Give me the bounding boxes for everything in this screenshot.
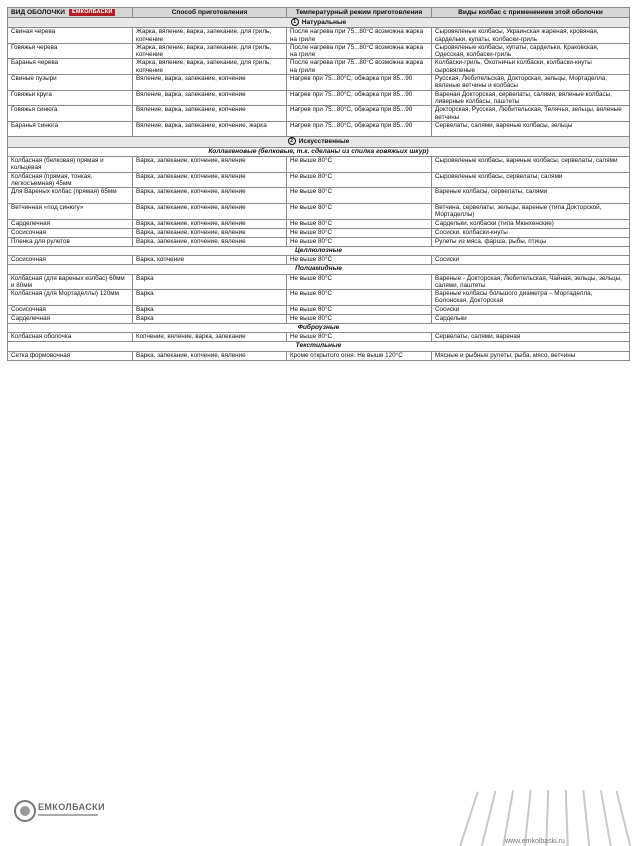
casing-name-cell: Говяжьи круга <box>8 90 133 106</box>
sausage-types-cell: Вареные - Докторская, Любительская, Чайная, зельцы, зельцы, салями, паштеты <box>432 274 630 290</box>
temperature-cell: Не выше 80°С <box>287 305 432 314</box>
header-row <box>8 8 630 18</box>
table-row <box>8 228 630 237</box>
casing-name-cell: Для Вареных колбас (прямая) 65мм <box>8 188 133 204</box>
method-cell: Жарка, вяление, варка, запекание, для гриль, копчение <box>133 43 287 59</box>
sausage-types-cell: Докторская, Русская, Любительская, Телячья, зельцы, вяленые ветчины <box>432 106 630 122</box>
temperature-cell: Не выше 80°С <box>287 256 432 265</box>
temperature-cell: Не выше 80°С <box>287 290 432 306</box>
sausage-types-cell: Сосиски <box>432 256 630 265</box>
method-cell: Варка, запекание, копчение, вяление <box>133 228 287 237</box>
sausage-types-cell: Вареные колбасы большого диаметра – Мортаделла, Болонская, Докторская <box>432 290 630 306</box>
method-cell: Варка <box>133 290 287 306</box>
brand-badge: ЕМКОЛБАСКИ <box>69 9 115 16</box>
section-natural-cell <box>8 18 630 28</box>
table-row <box>8 256 630 265</box>
sausage-types-cell: Сервелаты, салями, вареная <box>432 333 630 342</box>
header-casing-type <box>8 8 133 18</box>
subsection-title: Текстильные <box>8 342 630 352</box>
temperature-cell: Не выше 80°С <box>287 157 432 173</box>
table-row <box>8 59 630 75</box>
sausage-types-cell: Сардельки, колбаски (типа Мюнхенские) <box>432 219 630 228</box>
sausage-types-cell: Сыровяленые колбасы, Украинская жареная, кровяная, сардельки, купаты, колбаски-гриль <box>432 28 630 44</box>
header-casing-label: ВИД ОБОЛОЧКИ <box>11 9 66 16</box>
casing-name-cell: Сарделечная <box>8 219 133 228</box>
method-cell: Варка, запекание, копчение, вяление <box>133 188 287 204</box>
subsection-header <box>8 265 630 275</box>
subsection-header <box>8 246 630 256</box>
table-row <box>8 333 630 342</box>
temperature-cell: Не выше 80°С <box>287 274 432 290</box>
temperature-cell: После нагрева при 75...80°С возможна жарка на гриле <box>287 43 432 59</box>
sausage-types-cell: Ветчина, сервелаты, зельцы, вареные (типа Докторской, Мортаделлы) <box>432 203 630 219</box>
subsection-title: Коллагеновые (белковые, т.к. сделаны из спилка говяжьих шкур) <box>8 147 630 157</box>
table-row <box>8 172 630 188</box>
method-cell: Варка, запекание, копчение, вяление <box>133 203 287 219</box>
method-cell: Вяление, варка, запекание, копчение <box>133 90 287 106</box>
casing-name-cell: Баранья черева <box>8 59 133 75</box>
table-row <box>8 121 630 137</box>
table-row <box>8 351 630 360</box>
table-row <box>8 290 630 306</box>
subsection-header <box>8 323 630 333</box>
subsection-title: Фиброузные <box>8 323 630 333</box>
subsection-title: Целлюлозные <box>8 246 630 256</box>
table-row <box>8 237 630 246</box>
method-cell: Варка, запекание, копчение, вяление <box>133 351 287 360</box>
casing-name-cell: Говяжья синюга <box>8 106 133 122</box>
sausage-types-cell: Сыровяленые колбасы, купаты, сардельки, Краковская, Одесская, колбаски-гриль <box>432 43 630 59</box>
sausage-types-cell: Сыровяленые колбасы, сервелаты, салями <box>432 172 630 188</box>
casing-name-cell: Колбасная (для Мортаделлы) 120мм <box>8 290 133 306</box>
temperature-cell: Не выше 80°С <box>287 228 432 237</box>
section-number-2: 2 <box>288 137 296 145</box>
method-cell: Варка <box>133 305 287 314</box>
temperature-cell: Нагрев при 75...80°С, обжарка при 85...90 <box>287 90 432 106</box>
casing-name-cell: Сосисочная <box>8 228 133 237</box>
table-row <box>8 203 630 219</box>
temperature-cell: Не выше 80°С <box>287 333 432 342</box>
method-cell: Варка, запекание, копчение, вяление <box>133 172 287 188</box>
sausage-types-cell: Вареные колбасы, сервелаты, салями <box>432 188 630 204</box>
casing-name-cell: Сосисочная <box>8 305 133 314</box>
subsection-header <box>8 342 630 352</box>
temperature-cell: После нагрева при 75...80°С возможна жарка на гриле <box>287 28 432 44</box>
temperature-cell: Не выше 80°С <box>287 314 432 323</box>
section-artificial <box>8 137 630 147</box>
temperature-cell: Не выше 80°С <box>287 172 432 188</box>
logo-text: ЕМКОЛБАСКИ <box>38 802 105 812</box>
method-cell: Варка <box>133 314 287 323</box>
table-row <box>8 314 630 323</box>
sausage-types-cell: Сардельки <box>432 314 630 323</box>
casing-name-cell: Сарделечная <box>8 314 133 323</box>
method-cell: Вяление, варка, запекание, копчение <box>133 106 287 122</box>
temperature-cell: Не выше 80°С <box>287 188 432 204</box>
logo-mark-icon <box>14 800 36 822</box>
temperature-cell: Не выше 80°С <box>287 203 432 219</box>
temperature-cell: Нагрев при 75...80°С, обжарка при 85...90 <box>287 75 432 91</box>
table-row <box>8 188 630 204</box>
method-cell: Жарка, вяление, варка, запекание, для гриль, копчение <box>133 28 287 44</box>
temperature-cell: Не выше 80°С <box>287 237 432 246</box>
header-method: Способ приготовления <box>133 8 287 18</box>
sausage-types-cell: Мясные и рыбные рулеты, рыба, мясо, ветчины <box>432 351 630 360</box>
section-natural <box>8 18 630 28</box>
table-row <box>8 75 630 91</box>
subsection-title: Полиамидные <box>8 265 630 275</box>
method-cell: Вяление, варка, запекание, копчение <box>133 75 287 91</box>
sausage-types-cell: Колбаски-гриль, Охотничьи колбаски, колбаски-кнуты сыровяленые <box>432 59 630 75</box>
method-cell: Копчение, вяление, варка, запекание <box>133 333 287 342</box>
table-row <box>8 274 630 290</box>
sausage-types-cell: Вареная Докторская, сервелаты, салями, вяленые колбасы, ливерные колбасы, паштеты <box>432 90 630 106</box>
logo-underline <box>38 814 98 816</box>
casing-name-cell: Колбасная (белковая) прямая и кольцевая <box>8 157 133 173</box>
table-row <box>8 219 630 228</box>
section-number-1: 1 <box>291 18 299 26</box>
table-row <box>8 90 630 106</box>
subsection-header <box>8 147 630 157</box>
method-cell: Жарка, вяление, варка, запекание, для гриль, копчение <box>133 59 287 75</box>
sausage-types-cell: Рулеты из мяса, фарша, рыбы, птицы <box>432 237 630 246</box>
header-sausage-types: Виды колбас с применением этой оболочки <box>432 8 630 18</box>
sausage-types-cell: Сыровяленые колбасы, вареные колбасы, сервелаты, салями <box>432 157 630 173</box>
casing-name-cell: Ветчинная «под синюгу» <box>8 203 133 219</box>
table-row <box>8 305 630 314</box>
casing-name-cell: Говяжья черева <box>8 43 133 59</box>
casings-table <box>7 7 630 361</box>
section-natural-title: Натуральные <box>301 18 347 26</box>
footer <box>0 392 640 845</box>
table-row <box>8 157 630 173</box>
casing-name-cell: Сетка формовочная <box>8 351 133 360</box>
method-cell: Варка, запекание, копчение, вяление <box>133 157 287 173</box>
casing-name-cell: Свиная черева <box>8 28 133 44</box>
casing-name-cell: Колбасная (прямая, тонкая, легкосъемная) 45мм <box>8 172 133 188</box>
method-cell: Варка, запекание, копчение, вяление <box>133 219 287 228</box>
table-row <box>8 43 630 59</box>
sausage-types-cell: Сервелаты, салями, вареные колбасы, зельцы <box>432 121 630 137</box>
casing-name-cell: Сосисочная <box>8 256 133 265</box>
section-artificial-title: Искусственные <box>298 138 350 146</box>
sausage-types-cell: Сосиски <box>432 305 630 314</box>
website-url: www.emkolbaski.ru <box>505 838 565 845</box>
temperature-cell: Кроме открытого огня. Не выше 120°С <box>287 351 432 360</box>
sausage-types-cell: Русская, Любительская, Докторская, зельцы, Мортаделла, вяленые ветчины и колбасы <box>432 75 630 91</box>
method-cell: Варка, запекание, копчение, вяление <box>133 237 287 246</box>
method-cell: Вяление, варка, запекание, копчение, жарка <box>133 121 287 137</box>
table-row <box>8 28 630 44</box>
method-cell: Варка, копчение <box>133 256 287 265</box>
temperature-cell: Нагрев при 75...80°С, обжарка при 85...90 <box>287 106 432 122</box>
casing-name-cell: Колбасная (для вареных колбас) 60мм и 80мм <box>8 274 133 290</box>
casing-name-cell: Колбасная оболочка <box>8 333 133 342</box>
casing-name-cell: Баранья синюга <box>8 121 133 137</box>
temperature-cell: Нагрев при 75...80°С, обжарка при 85...90 <box>287 121 432 137</box>
casing-name-cell: Пленка для рулетов <box>8 237 133 246</box>
table-row <box>8 106 630 122</box>
temperature-cell: После нагрева при 75...80°С возможна жарка на гриле <box>287 59 432 75</box>
company-logo <box>14 800 105 834</box>
temperature-cell: Не выше 80°С <box>287 219 432 228</box>
method-cell: Варка <box>133 274 287 290</box>
section-artificial-cell <box>8 137 630 147</box>
casing-name-cell: Свиные пузыри <box>8 75 133 91</box>
header-temperature: Температурный режим приготовления <box>287 8 432 18</box>
sausage-types-cell: Сосиски, колбаски-кнуты <box>432 228 630 237</box>
